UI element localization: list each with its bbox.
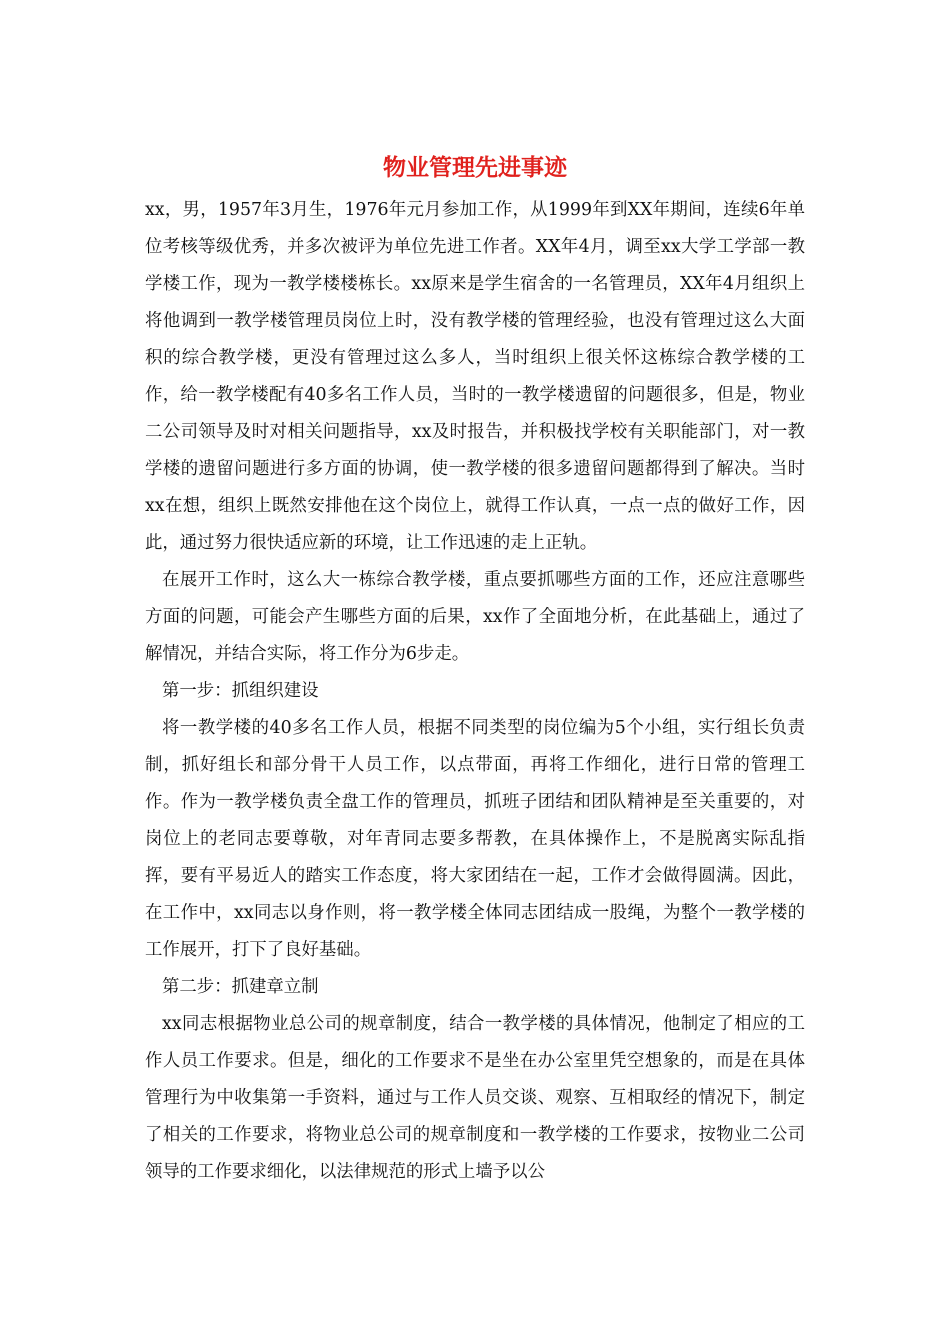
step-two-heading: 第二步：抓建章立制 [162,977,319,997]
paragraph-step-two: xx同志根据物业总公司的规章制度，结合一教学楼的具体情况，他制定了相应的工作人员工作要求。但是，细化的工作要求不是坐在办公室里凭空想象的，而是在具体管理行为中收集第一手资料，通过与工作人员交谈、观察、互相取经的情况下，制定了相关的工作要求，将物业总公司的规章制度和一教学楼的工作要求，按物业二公司领导的工作要求细化，以法律规范的形式上墙予以公 [145,1014,805,1182]
paragraph-step-one: 将一教学楼的40多名工作人员，根据不同类型的岗位编为5个小组，实行组长负责制，抓好组长和部分骨干人员工作，以点带面，再将工作细化，进行日常的管理工作。作为一教学楼负责全盘工作的管理员，抓班子团结和团队精神是至关重要的，对岗位上的老同志要尊敬，对年青同志要多帮教，在具体操作上，不是脱离实际乱指挥，要有平易近人的踏实工作态度，将大家团结在一起，工作才会做得圆满。因此，在工作中，xx同志以身作则，将一教学楼全体同志团结成一股绳，为整个一教学楼的工作展开，打下了良好基础。 [145,718,805,960]
paragraph-intro: xx，男，1957年3月生，1976年元月参加工作，从1999年到XX年期间，连续6年单位考核等级优秀，并多次被评为单位先进工作者。XX年4月，调至xx大学工学部一教学楼工作，现为一教学楼楼栋长。xx原来是学生宿舍的一名管理员，XX年4月组织上将他调到一教学楼管理员岗位上时，没有教学楼的管理经验，也没有管理过这么大面积的综合教学楼，更没有管理过这么多人，当时组织上很关怀这栋综合教学楼的工作，给一教学楼配有40多名工作人员，当时的一教学楼遗留的问题很多，但是，物业二公司领导及时对相关问题指导，xx及时报告，并积极找学校有关职能部门，对一教学楼的遗留问题进行多方面的协调，使一教学楼的很多遗留问题都得到了解决。当时xx在想，组织上既然安排他在这个岗位上，就得工作认真，一点一点的做好工作，因此，通过努力很快适应新的环境，让工作迅速的走上正轨。 [145,200,805,553]
paragraph-analysis: 在展开工作时，这么大一栋综合教学楼，重点要抓哪些方面的工作，还应注意哪些方面的问题，可能会产生哪些方面的后果，xx作了全面地分析，在此基础上，通过了解情况，并结合实际，将工作分为6步走。 [145,570,805,664]
document-title: 物业管理先进事迹 [383,154,567,181]
step-one-heading: 第一步：抓组织建设 [162,681,319,701]
document-body [145,192,805,1191]
